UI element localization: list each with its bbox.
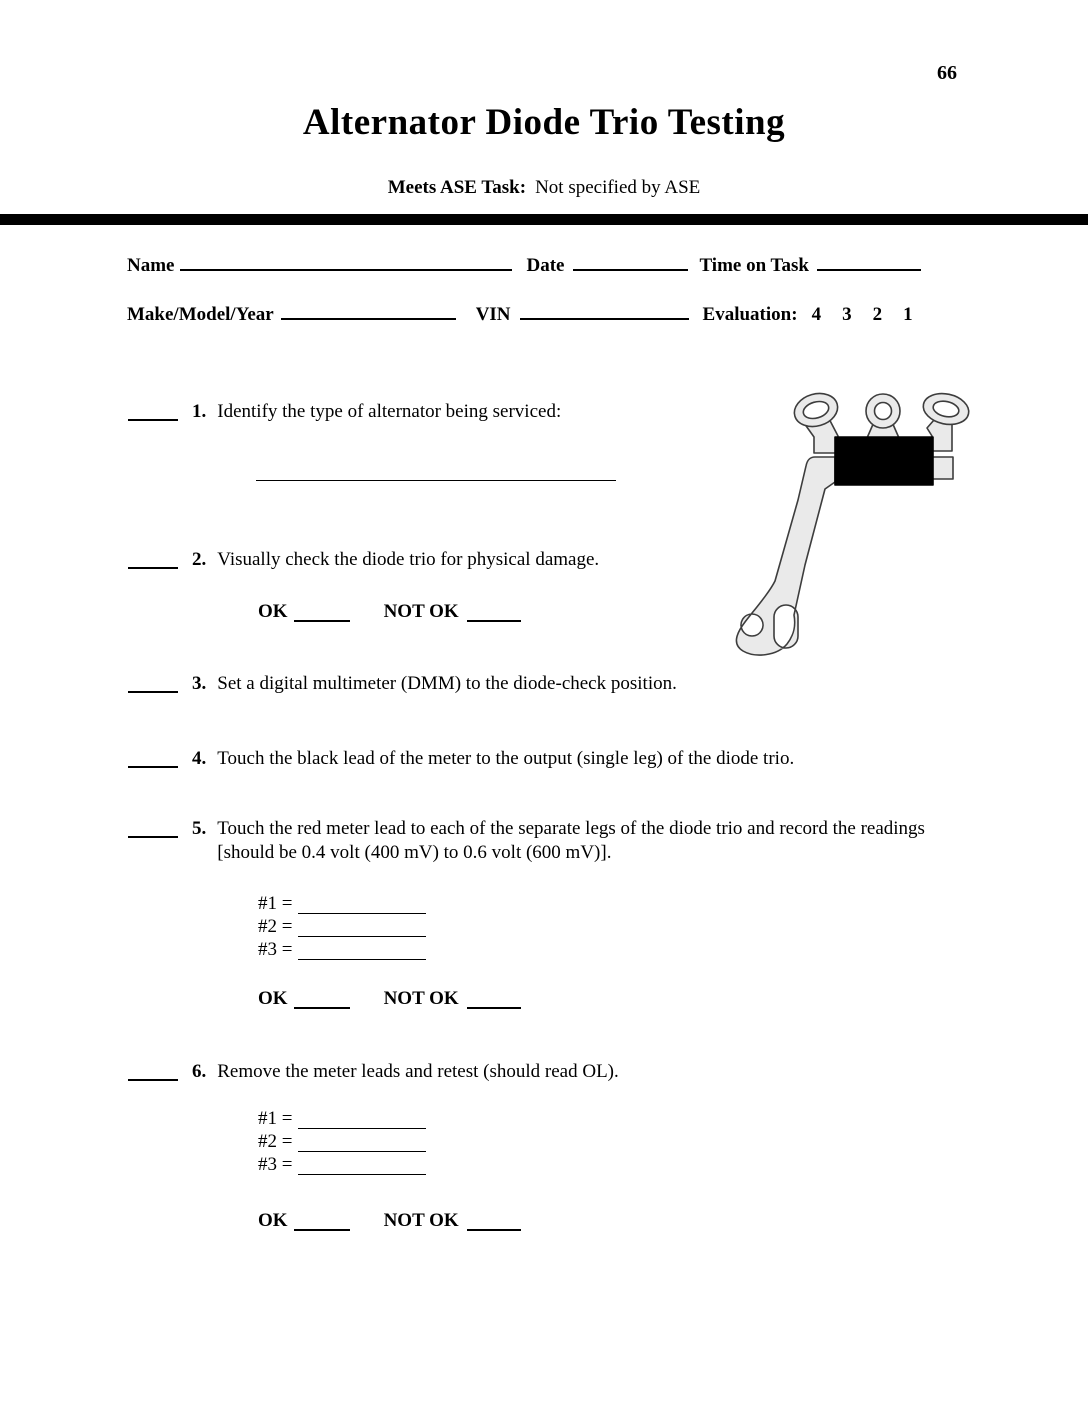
task-1 [128, 400, 941, 424]
reading-2-label: #2 = [258, 1131, 293, 1152]
evaluation-score-4: 4 [811, 304, 822, 325]
vin-blank [520, 301, 689, 320]
reading-1-blank [298, 893, 426, 914]
task-3-text: Set a digital multimeter (DMM) to the diode-check position. [217, 673, 677, 694]
ok-label: OK [258, 988, 288, 1009]
ok-blank [294, 1210, 350, 1231]
not-ok-blank [467, 601, 521, 622]
reading-row-1 [258, 893, 426, 916]
task-4-status-blank [128, 747, 178, 768]
ok-label: OK [258, 1210, 288, 1231]
right-lower-tab [932, 457, 953, 479]
task-5-text: Touch the red meter lead to each of the separate legs of the diode trio and record the readings [should be 0.4 volt (400 mV) to 0.6 volt (600 mV)]. [217, 818, 925, 863]
task-5-readings [258, 893, 426, 962]
divider-rule [0, 214, 1088, 225]
time-on-task-blank [817, 252, 921, 271]
name-blank [180, 252, 512, 271]
reading-row-1 [258, 1108, 426, 1131]
not-ok-label: NOT OK [383, 988, 459, 1009]
not-ok-blank [467, 988, 521, 1009]
evaluation-label: Evaluation: [702, 304, 798, 325]
reading-row-2 [258, 1131, 426, 1154]
evaluation-score-3: 3 [842, 304, 852, 325]
task-6-status-blank [128, 1060, 178, 1081]
name-label: Name [127, 255, 175, 276]
reading-2-label: #2 = [258, 916, 293, 937]
task-5-status-blank [128, 817, 178, 838]
diode-trio-body [835, 437, 933, 485]
header-row-2 [127, 301, 913, 325]
task-1-number: 1. [192, 401, 207, 422]
task-3-status-blank [128, 672, 178, 693]
task-5-ok-row [258, 988, 521, 1010]
reading-2-blank [298, 916, 426, 937]
make-model-year-blank [281, 301, 456, 320]
reading-row-3 [258, 1154, 426, 1177]
task-6 [128, 1060, 941, 1084]
evaluation-score-1: 1 [903, 304, 913, 325]
make-model-year-label: Make/Model/Year [127, 304, 274, 325]
task-4 [128, 747, 941, 771]
reading-3-label: #3 = [258, 939, 293, 960]
diode-trio-illustration [725, 385, 975, 675]
date-label: Date [526, 255, 565, 276]
task-1-answer-line [256, 452, 616, 481]
reading-3-blank [298, 939, 426, 960]
page-title: Alternator Diode Trio Testing [302, 102, 786, 143]
not-ok-label: NOT OK [383, 1210, 459, 1231]
reading-2-blank [298, 1131, 426, 1152]
task-2-ok-row [258, 601, 521, 623]
reading-row-3 [258, 939, 426, 962]
ok-label: OK [258, 601, 288, 622]
ase-task-line [0, 177, 1088, 199]
reading-row-2 [258, 916, 426, 939]
task-1-text: Identify the type of alternator being serviced: [217, 401, 562, 422]
page-number: 66 [937, 62, 957, 84]
task-2 [128, 548, 941, 572]
date-blank [573, 252, 688, 271]
time-on-task-label: Time on Task [699, 255, 809, 276]
task-2-status-blank [128, 548, 178, 569]
task-4-number: 4. [192, 748, 207, 769]
reading-3-label: #3 = [258, 1154, 293, 1175]
ok-blank [294, 601, 350, 622]
task-4-text: Touch the black lead of the meter to the output (single leg) of the diode trio. [217, 748, 795, 769]
reading-1-label: #1 = [258, 1108, 293, 1129]
task-1-status-blank [128, 400, 178, 421]
not-ok-label: NOT OK [383, 601, 459, 622]
task-2-text: Visually check the diode trio for physical damage. [217, 549, 600, 570]
task-6-readings [258, 1108, 426, 1177]
reading-1-label: #1 = [258, 893, 293, 914]
reading-3-blank [298, 1154, 426, 1175]
task-5-number: 5. [192, 818, 207, 839]
not-ok-blank [467, 1210, 521, 1231]
vin-label: VIN [475, 304, 511, 325]
task-3 [128, 672, 941, 696]
task-6-number: 6. [192, 1061, 207, 1082]
ase-task-value: Not specified by ASE [535, 177, 701, 198]
reading-1-blank [298, 1108, 426, 1129]
ok-blank [294, 988, 350, 1009]
task-6-text: Remove the meter leads and retest (should read OL). [217, 1061, 619, 1082]
header-row-1 [127, 252, 921, 276]
task-5 [128, 817, 941, 865]
evaluation-score-2: 2 [872, 304, 883, 325]
task-6-ok-row [258, 1210, 521, 1232]
task-3-number: 3. [192, 673, 207, 694]
ase-task-label: Meets ASE Task: [387, 177, 527, 198]
task-2-number: 2. [192, 549, 207, 570]
